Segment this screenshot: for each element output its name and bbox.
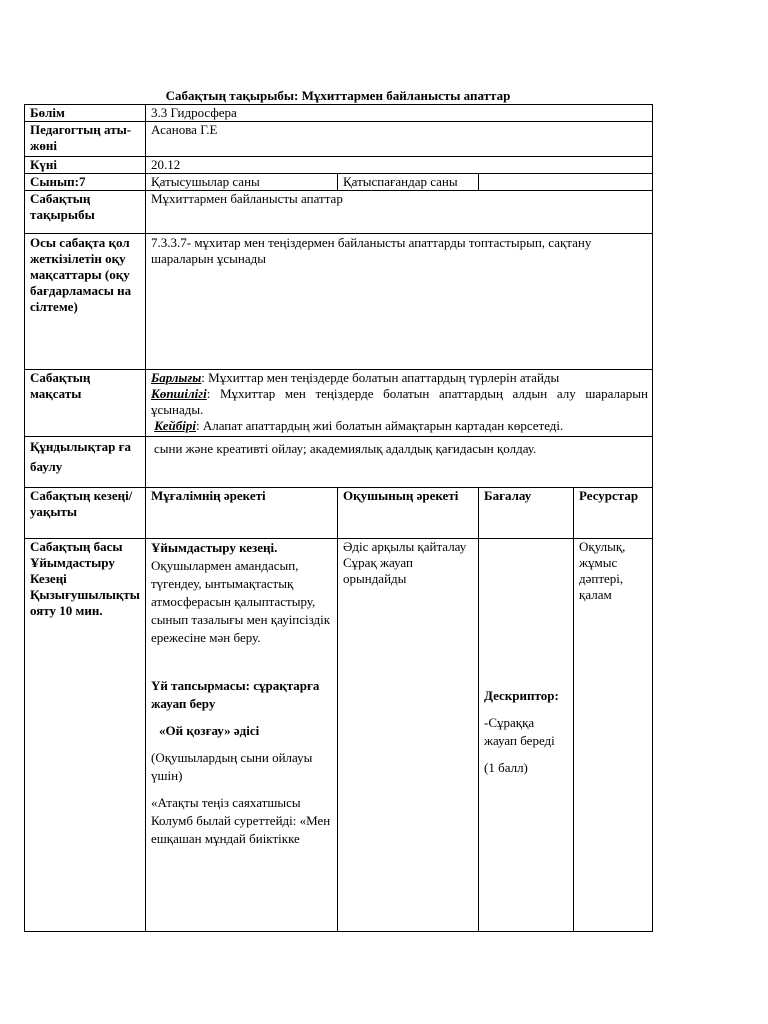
topic-value: Мұхиттармен байланысты апаттар [146, 191, 653, 234]
row-lesson-start [25, 539, 653, 932]
org-text: Оқушылармен амандасып, түгендеу, ынтымақтастық атмосферасын қалыптастыру, сынып тазалығы мен қауіпсіздік ережесіне мән беру. [151, 558, 331, 645]
row-date [25, 157, 653, 174]
values-value: сыни және креативті ойлау; академиялық адалдық қағидасын қолдау. [146, 437, 653, 488]
resources-cell: Оқулық, жұмыс дәптері, қалам [574, 539, 653, 932]
row-topic [25, 191, 653, 234]
col-header-teacher: Мұғалімнің әрекеті [146, 488, 338, 539]
row-aim [25, 370, 653, 437]
date-label: Күні [25, 157, 146, 174]
topic-label: Сабақтың тақырыбы [25, 191, 146, 234]
aim-all-label: Барлығы [151, 370, 202, 385]
teacher-value: Асанова Г.Е [146, 122, 653, 157]
descriptor-line: -Сұраққа жауап береді [484, 715, 555, 748]
date-value: 20.12 [146, 157, 653, 174]
col-header-stage: Сабақтың кезеңі/ уақыты [25, 488, 146, 539]
aim-some [151, 418, 648, 434]
stage-cell: Сабақтың басы Ұйымдастыру Кезеңі Қызығушылықты ояту 10 мин. [25, 539, 146, 932]
method-title: «Ой қозғау» әдісі [159, 723, 260, 738]
row-column-headers [25, 488, 653, 539]
student-action-cell: Әдіс арқылы қайталау Сұрақ жауап орындайды [338, 539, 479, 932]
teacher-label: Педагогтың аты-жөні [25, 122, 146, 157]
lesson-plan-table [24, 104, 653, 932]
present-count-label: Қатысушылар саны [146, 174, 338, 190]
page-title: Сабақтың тақырыбы: Мұхиттармен байланысты апаттар [165, 88, 511, 103]
quote-text: «Атақты теңіз саяхатшысы Колумб былай суреттейді: «Мен ешқашан мұндай биіктікке [151, 795, 331, 846]
row-teacher [25, 122, 653, 157]
row-section [25, 105, 653, 122]
aim-some-text: : Алапат апаттардың жиі болатын аймақтарын картадан көрсетеді. [195, 418, 564, 433]
col-header-resources: Ресурстар [574, 488, 653, 539]
teacher-action-cell [146, 539, 338, 932]
aim-all [151, 370, 648, 386]
row-grade [25, 174, 653, 191]
col-header-assessment: Бағалау [479, 488, 574, 539]
objectives-label: Осы сабақта қол жеткізілетін оқу мақсаттары (оқу бағдарламасы на сілтеме) [25, 234, 146, 370]
descriptor-points: (1 балл) [484, 760, 528, 775]
aim-value [146, 370, 653, 437]
org-title: Ұйымдастыру кезеңі. [151, 540, 278, 555]
row-objectives [25, 234, 653, 370]
aim-label: Сабақтың мақсаты [25, 370, 146, 437]
method-note: (Оқушылардың сыни ойлауы үшін) [151, 750, 313, 783]
aim-most [151, 386, 648, 418]
col-header-student: Оқушының әрекеті [338, 488, 479, 539]
descriptor-title: Дескриптор: [484, 688, 559, 703]
assessment-cell [479, 539, 574, 932]
values-label: Құндылықтар ға баулу [25, 437, 146, 488]
aim-some-label: Кейбірі [154, 418, 196, 433]
aim-most-text: : Мұхиттар мен теңіздерде болатын апаттардың алдын алу шараларын ұсынады. [151, 386, 648, 417]
grade-attendance [146, 174, 479, 191]
section-value: 3.3 Гидросфера [146, 105, 653, 122]
homework-title: Үй тапсырмасы: сұрақтарға жауап беру [151, 678, 320, 711]
objectives-value: 7.3.3.7- мұхитар мен теңіздермен байланысты апаттарды топтастырып, сақтану шараларын ұсынады [146, 234, 653, 370]
row-values [25, 437, 653, 488]
aim-most-label: Көпшілігі [151, 386, 207, 401]
section-label: Бөлім [25, 105, 146, 122]
absent-count-label: Қатыспағандар саны [343, 174, 458, 189]
grade-empty-cell [479, 174, 653, 191]
aim-all-text: : Мұхиттар мен теңіздерде болатын апаттардың түрлерін атайды [201, 370, 560, 385]
grade-label: Сынып:7 [25, 174, 146, 191]
